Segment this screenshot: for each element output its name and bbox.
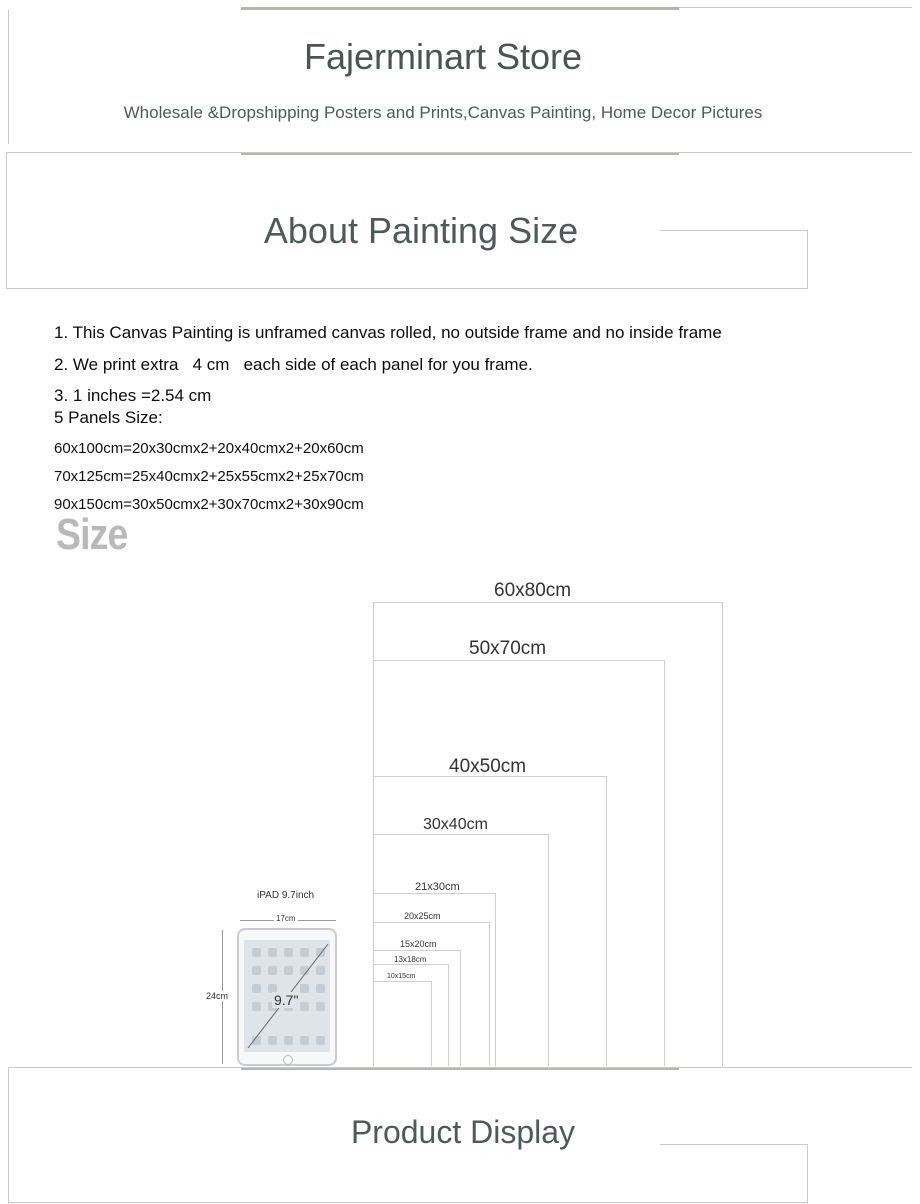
ipad-screen	[244, 940, 330, 1052]
product-top-rule-thin	[8, 1067, 912, 1068]
ipad-label: iPAD 9.7inch	[257, 890, 315, 901]
label-21x30: 21x30cm	[415, 881, 460, 893]
header-top-rule-thin	[679, 7, 912, 8]
product-title: Product Display	[350, 1114, 576, 1150]
about-bottom-rule	[6, 288, 808, 289]
label-30x40: 30x40cm	[423, 816, 488, 833]
panel-size-3: 90x150cm=30x50cmx2+30x70cmx2+30x90cm	[54, 496, 364, 513]
label-15x20: 15x20cm	[400, 939, 437, 949]
label-10x15: 10x15cm	[387, 973, 416, 980]
label-40x50: 40x50cm	[449, 756, 527, 777]
panels-heading: 5 Panels Size:	[54, 408, 163, 427]
product-bottom-rule	[8, 1202, 808, 1203]
label-20x25: 20x25cm	[404, 911, 441, 921]
store-subtitle: Wholesale &Dropshipping Posters and Prints,Canvas Painting, Home Decor Pictures	[123, 103, 763, 122]
info-line-3: 3. 1 inches =2.54 cm	[54, 386, 212, 405]
store-name: Fajerminart Store	[303, 36, 583, 77]
ipad-diagonal-label: 9.7"	[274, 992, 299, 1008]
ipad-illustration	[237, 928, 337, 1066]
info-line-2: 2. We print extra 4 cm each side of each panel for you frame.	[54, 355, 533, 374]
label-50x70: 50x70cm	[469, 638, 547, 659]
product-right-rule	[807, 1144, 808, 1204]
size-heading: Size	[56, 510, 128, 559]
label-60x80: 60x80cm	[494, 580, 572, 601]
label-13x18: 13x18cm	[394, 955, 427, 964]
ipad-width-label: 17cm	[276, 914, 296, 923]
about-title: About Painting Size	[263, 210, 579, 251]
about-top-rule-thin	[6, 152, 912, 153]
panel-size-2: 70x125cm=25x40cmx2+25x55cmx2+25x70cm	[54, 468, 364, 485]
ipad-height-label: 24cm	[206, 991, 229, 1001]
panel-size-1: 60x100cm=20x30cmx2+20x40cmx2+20x60cm	[54, 440, 364, 457]
info-line-1: 1. This Canvas Painting is unframed canvas rolled, no outside frame and no inside frame	[54, 323, 722, 342]
header-top-rule	[241, 7, 679, 10]
home-button-icon	[283, 1055, 293, 1065]
rect-10x15	[373, 981, 432, 1066]
